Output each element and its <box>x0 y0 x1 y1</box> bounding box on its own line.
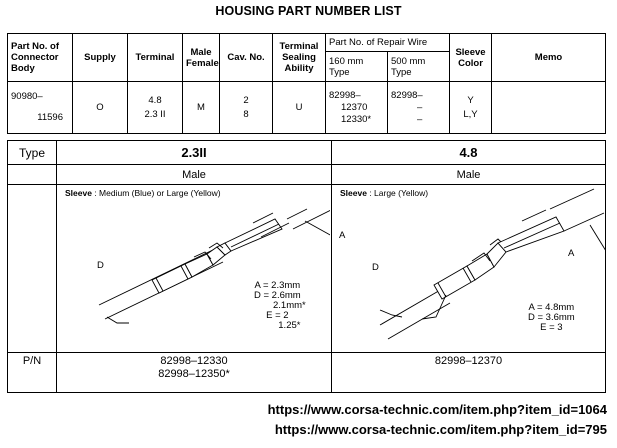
cell-sleeve-color: Y L,Y <box>450 82 492 134</box>
sleeve-left: Sleeve : Medium (Blue) or Large (Yellow) <box>65 188 221 198</box>
cell-part-no: 90980– 11596 <box>8 82 73 134</box>
source-url-1[interactable]: https://www.corsa-technic.com/item.php?item_id=1064 <box>267 402 607 417</box>
header-sealing: Terminal Sealing Ability <box>273 34 326 82</box>
housing-part-table <box>7 33 606 134</box>
label-d-left: D <box>97 260 104 271</box>
cell-160mm: 82998– 12370 12330* <box>326 82 388 134</box>
label-a-right: A <box>568 248 575 259</box>
header-sleeve-color: Sleeve Color <box>450 34 492 82</box>
dims-left: A = 2.3mm D = 2.6mm 2.1mm* E = 2 1.25* <box>254 280 306 331</box>
header-cav-no: Cav. No. <box>220 34 273 82</box>
cell-male-female: M <box>183 82 220 134</box>
type-left: 2.3II <box>57 141 332 165</box>
diagram-blank <box>8 185 57 353</box>
pn-right: 82998–12370 <box>332 353 606 393</box>
header-terminal: Terminal <box>128 34 183 82</box>
cell-terminal: 4.8 2.3 II <box>128 82 183 134</box>
cell-500mm: 82998– – – <box>388 82 450 134</box>
header-500mm: 500 mm Type <box>388 52 450 82</box>
label-a-left: A <box>339 230 346 241</box>
terminal-type-table <box>7 140 606 393</box>
header-male-female: Male Female <box>183 34 220 82</box>
header-repair-wire: Part No. of Repair Wire <box>326 34 450 52</box>
header-160mm: 160 mm Type <box>326 52 388 82</box>
type-label: Type <box>8 141 57 165</box>
cell-sealing: U <box>273 82 326 134</box>
gender-right: Male <box>332 165 606 185</box>
type-right: 4.8 <box>332 141 606 165</box>
pn-left: 82998–12330 82998–12350* <box>57 353 332 393</box>
gender-blank <box>8 165 57 185</box>
diagram-right-cell <box>332 185 606 353</box>
gender-left: Male <box>57 165 332 185</box>
source-url-2[interactable]: https://www.corsa-technic.com/item.php?item_id=795 <box>274 422 607 437</box>
page-title: HOUSING PART NUMBER LIST <box>215 4 402 18</box>
cell-cav-no: 2 8 <box>220 82 273 134</box>
header-part-no: Part No. of Connector Body <box>8 34 73 82</box>
header-supply: Supply <box>73 34 128 82</box>
diagram-left-cell <box>57 185 346 353</box>
label-d-right: D <box>372 262 379 273</box>
header-memo: Memo <box>492 34 606 82</box>
cell-supply: O <box>73 82 128 134</box>
cell-memo <box>492 82 606 134</box>
sleeve-right: Sleeve : Large (Yellow) <box>340 188 429 198</box>
dims-right: A = 4.8mm D = 3.6mm E = 3 <box>528 302 575 333</box>
pn-label: P/N <box>8 353 57 393</box>
